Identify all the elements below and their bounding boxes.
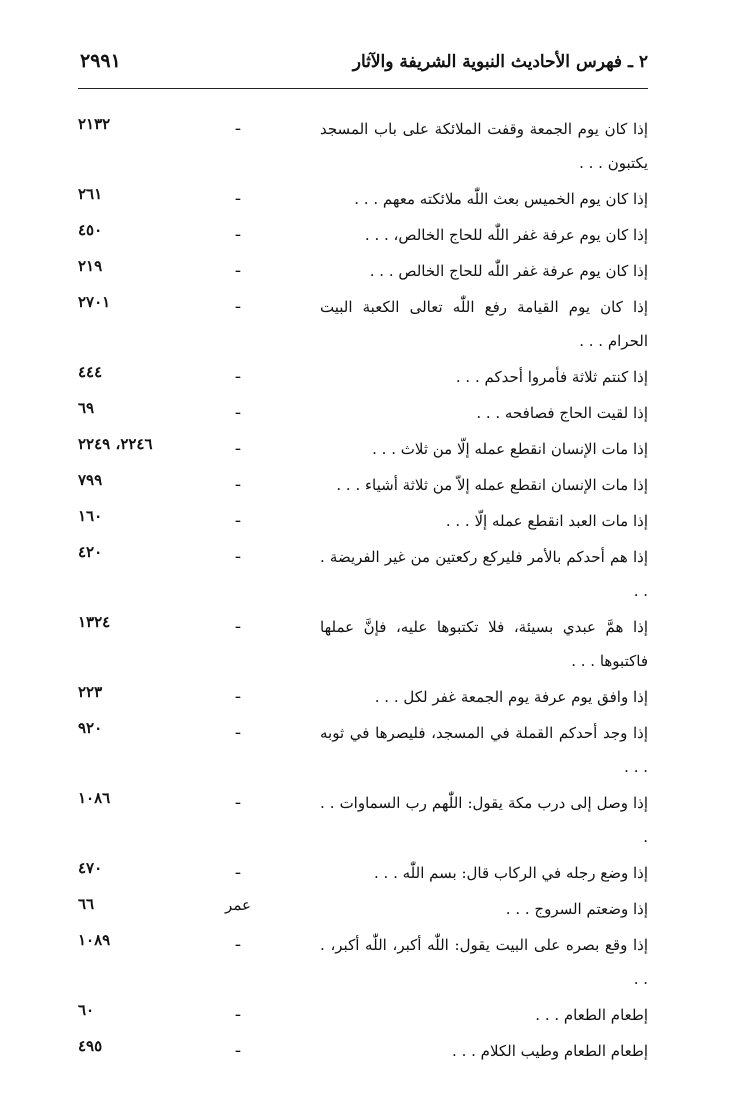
entry-number: ٩٢٠ bbox=[78, 719, 103, 737]
entry-narrator: عمر bbox=[225, 896, 251, 914]
index-entry bbox=[78, 610, 648, 678]
entry-text: إطعام الطعام . . . bbox=[535, 1006, 648, 1024]
entry-narrator: ـ bbox=[235, 400, 241, 418]
index-entry bbox=[78, 786, 648, 854]
entry-number: ٢١٩ bbox=[78, 257, 103, 275]
index-entry bbox=[78, 716, 648, 784]
entry-text: إذا وضع رجله في الركاب قال: بسم اللّٰه . . . bbox=[374, 864, 648, 882]
entry-narrator: ـ bbox=[235, 684, 241, 702]
entry-text: إذا كنتم ثلاثة فأمروا أحدكم . . . bbox=[455, 368, 648, 386]
entry-narrator: ـ bbox=[235, 436, 241, 454]
index-entry bbox=[78, 290, 648, 358]
entry-narrator: ـ bbox=[235, 294, 241, 312]
entry-narrator: ـ bbox=[235, 1038, 241, 1056]
entry-number: ١٦٠ bbox=[78, 507, 103, 525]
index-entry bbox=[78, 540, 648, 608]
entry-number: ٢٧٠١ bbox=[78, 293, 111, 311]
entry-text: إذا هم أحدكم بالأمر فليركع ركعتين من غير الفريضة . . . bbox=[320, 548, 648, 600]
entry-narrator: ـ bbox=[235, 186, 241, 204]
page-header bbox=[78, 48, 648, 78]
entry-number: ٢١٣٢ bbox=[78, 115, 111, 133]
entry-number: ٢٦١ bbox=[78, 185, 103, 203]
entry-narrator: ـ bbox=[235, 1002, 241, 1020]
entry-text: إذا لقيت الحاج فصافحه . . . bbox=[476, 404, 648, 422]
index-entry bbox=[78, 396, 648, 430]
index-entry bbox=[78, 680, 648, 714]
entry-text: إذا وجد أحدكم القملة في المسجد، فليصرها في ثوبه . . . bbox=[320, 724, 648, 776]
entry-narrator: ـ bbox=[235, 258, 241, 276]
entry-narrator: ـ bbox=[235, 222, 241, 240]
entry-number: ١٠٨٦ bbox=[78, 789, 111, 807]
entry-number: ٤٢٠ bbox=[78, 543, 103, 561]
entry-text: إذا همَّ عبدي بسيئة، فلا تكتبوها عليه، فإنَّ عملها فاكتبوها . . . bbox=[320, 618, 648, 670]
entry-number: ٢٢٣ bbox=[78, 683, 103, 701]
entry-number: ٤٧٠ bbox=[78, 859, 103, 877]
entry-narrator: ـ bbox=[235, 932, 241, 950]
entry-narrator: ـ bbox=[235, 508, 241, 526]
index-entry bbox=[78, 504, 648, 538]
entry-text: إذا مات العبد انقطع عمله إلّا . . . bbox=[445, 512, 648, 530]
index-entry bbox=[78, 928, 648, 996]
entry-text: إطعام الطعام وطيب الكلام . . . bbox=[452, 1042, 648, 1060]
entry-narrator: ـ bbox=[235, 472, 241, 490]
entry-number: ٦٩ bbox=[78, 399, 95, 417]
entry-text: إذا وقع بصره على البيت يقول: اللّٰه أكبر، اللّٰه أكبر، . . . bbox=[320, 936, 648, 988]
entry-number: ٤٩٥ bbox=[78, 1037, 103, 1055]
index-entry bbox=[78, 218, 648, 252]
header-divider bbox=[78, 88, 648, 89]
entry-narrator: ـ bbox=[235, 116, 241, 134]
index-entry bbox=[78, 856, 648, 890]
entry-number: ٧٩٩ bbox=[78, 471, 103, 489]
index-entry bbox=[78, 182, 648, 216]
entry-number: ١٠٨٩ bbox=[78, 931, 111, 949]
entry-number: ٦٦ bbox=[78, 895, 95, 913]
entry-narrator: ـ bbox=[235, 364, 241, 382]
entry-text: إذا وصل إلى درب مكة يقول: اللّٰهم رب السماوات . . . bbox=[320, 794, 648, 846]
entry-narrator: ـ bbox=[235, 544, 241, 562]
index-entry bbox=[78, 468, 648, 502]
entry-text: إذا مات الإنسان انقطع عمله إلاّ من ثلاثة أشياء . . . bbox=[336, 476, 648, 494]
entry-text: إذا كان يوم الخميس بعث اللّٰه ملائكته معهم . . . bbox=[354, 190, 648, 208]
entry-narrator: ـ bbox=[235, 614, 241, 632]
index-entry bbox=[78, 892, 648, 926]
entry-number: ٢٢٤٦، ٢٢٤٩ bbox=[78, 435, 153, 453]
page-number: ٢٩٩١ bbox=[80, 50, 121, 72]
entry-number: ١٣٢٤ bbox=[78, 613, 111, 631]
entry-text: إذا وافق يوم عرفة يوم الجمعة غفر لكل . . . bbox=[374, 688, 648, 706]
entry-text: إذا كان يوم الجمعة وقفت الملائكة على باب المسجد يكتبون . . . bbox=[320, 120, 648, 172]
entry-text: إذا وضعتم السروج . . . bbox=[505, 900, 648, 918]
index-entry bbox=[78, 254, 648, 288]
entry-number: ٤٥٠ bbox=[78, 221, 103, 239]
index-entry bbox=[78, 432, 648, 466]
entry-text: إذا كان يوم عرفة غفر اللّٰه للحاج الخالص . . . bbox=[369, 262, 648, 280]
index-entry bbox=[78, 112, 648, 180]
entry-narrator: ـ bbox=[235, 720, 241, 738]
entry-number: ٤٤٤ bbox=[78, 363, 103, 381]
index-entry bbox=[78, 360, 648, 394]
index-entry bbox=[78, 1034, 648, 1068]
index-entry bbox=[78, 998, 648, 1032]
hadith-index-list bbox=[78, 112, 648, 1070]
entry-number: ٦٠ bbox=[78, 1001, 95, 1019]
entry-narrator: ـ bbox=[235, 790, 241, 808]
entry-text: إذا مات الإنسان انقطع عمله إلّا من ثلاث . . . bbox=[372, 440, 648, 458]
entry-text: إذا كان يوم القيامة رفع اللّٰه تعالى الكعبة البيت الحرام . . . bbox=[320, 298, 648, 350]
entry-text: إذا كان يوم عرفة غفر اللّٰه للحاج الخالص، . . . bbox=[364, 226, 648, 244]
running-title: ٢ ـ فهرس الأحاديث النبوية الشريفة والآثار bbox=[352, 52, 648, 72]
entry-narrator: ـ bbox=[235, 860, 241, 878]
